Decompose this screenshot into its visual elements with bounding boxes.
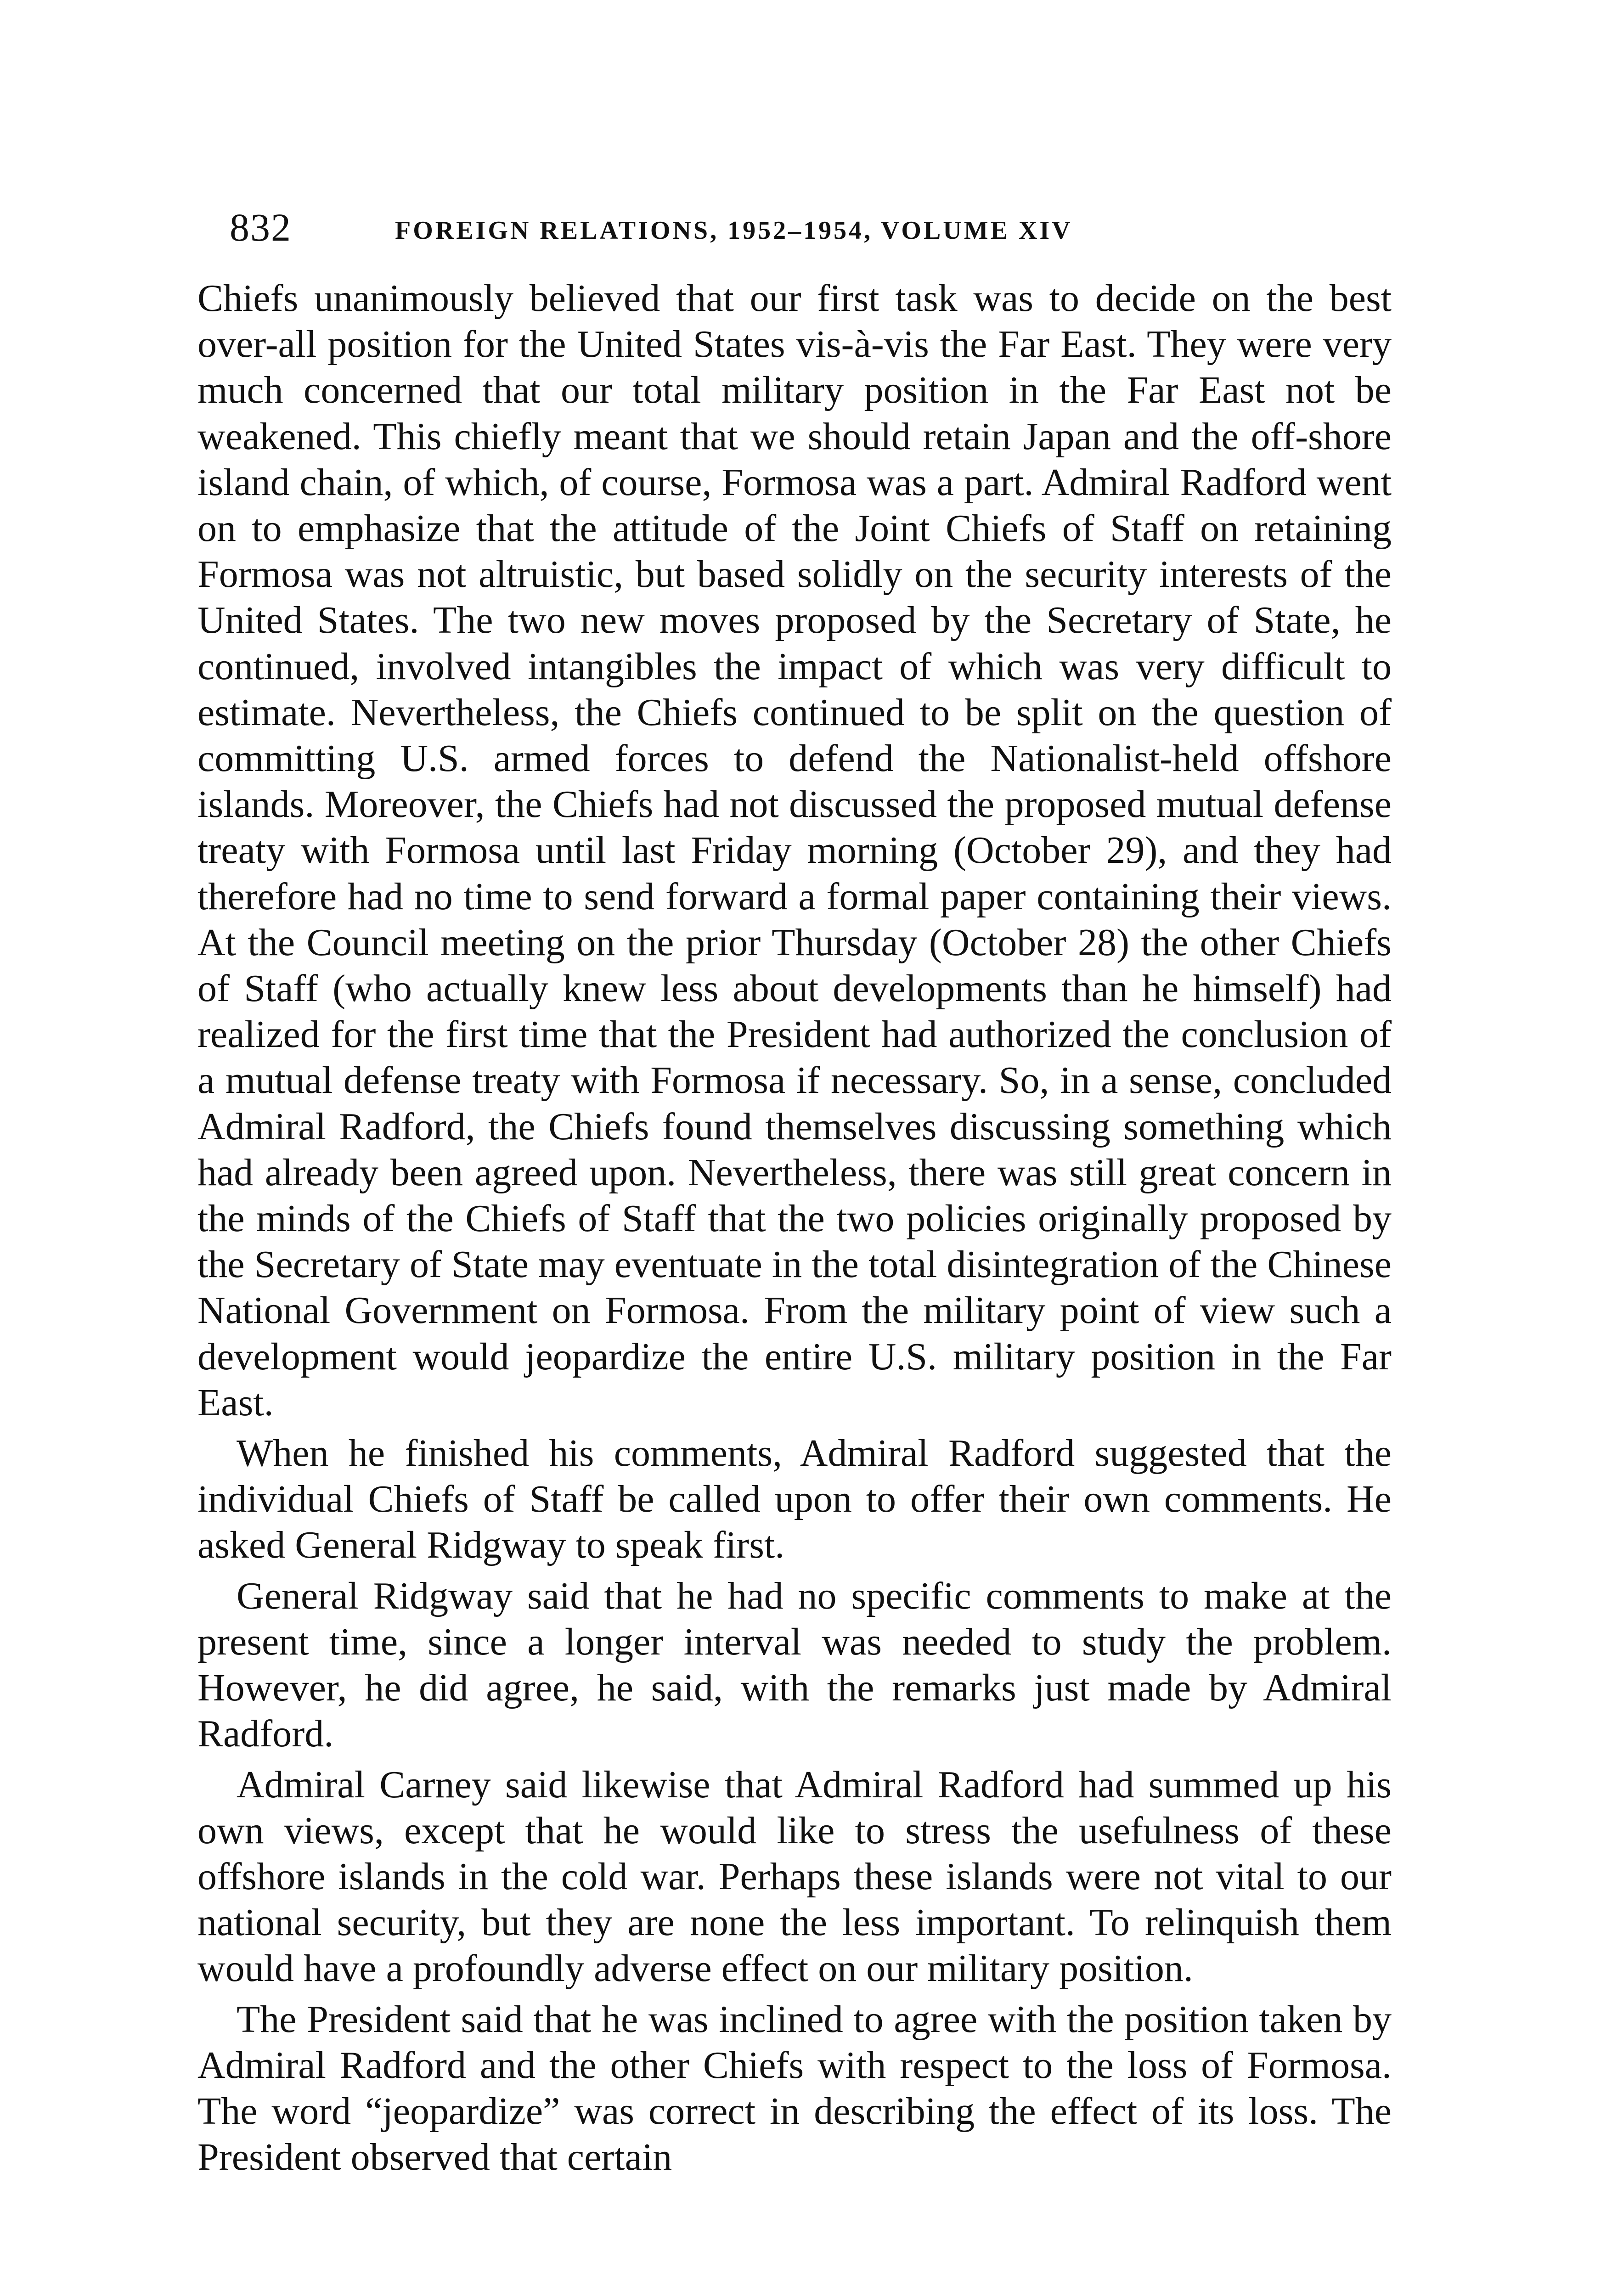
paragraph: When he finished his comments, Admiral Radford suggested that the individual Chiefs of Staff be called upon to offer their own comments. He asked General Ridgway to speak first.	[197, 1432, 1392, 1567]
paragraph: Admiral Carney said likewise that Admiral Radford had summed up his own views, except that he would like to stress the usefulness of these offshore islands in the cold war. Perhaps these islands were not vital to our national security, but they are none the less important. To relinquish them would have a profoundly adverse effect on our military position.	[197, 1763, 1392, 1990]
page-number: 832	[230, 205, 292, 249]
body-text	[197, 276, 1392, 2185]
running-head: FOREIGN RELATIONS, 1952–1954, VOLUME XIV	[395, 216, 1073, 245]
page-header	[230, 202, 1405, 257]
paragraph: General Ridgway said that he had no specific comments to make at the present time, since a longer interval was needed to study the problem. However, he did agree, he said, with the remarks just made by Admiral Radford.	[197, 1574, 1392, 1756]
paragraph-continued: Chiefs unanimously believed that our first task was to decide on the best over-all position for the United States vis-à-vis the Far East. They were very much concerned that our total military position in the Far East not be weakened. This chiefly meant that we should retain Japan and the off-shore island chain, of which, of course, Formosa was a part. Admiral Radford went on to emphasize that the attitude of the Joint Chiefs of Staff on retaining Formosa was not altruistic, but based solidly on the security interests of the United States. The two new moves proposed by the Secretary of State, he continued, involved intangibles the impact of which was very difficult to estimate. Nevertheless, the Chiefs continued to be split on the question of committing U.S. armed forces to defend the Nationalist-held offshore islands. Moreover, the Chiefs had not discussed the proposed mutual defense treaty with Formosa until last Friday morning (October 29), and they had therefore had no time to send forward a formal paper containing their views. At the Council meeting on the prior Thursday (October 28) the other Chiefs of Staff (who actually knew less about developments than he himself) had realized for the first time that the President had authorized the conclusion of a mutual defense treaty with Formosa if necessary. So, in a sense, concluded Admiral Radford, the Chiefs found themselves discussing something which had already been agreed upon. Nevertheless, there was still great concern in the minds of the Chiefs of Staff that the two policies originally proposed by the Secretary of State may eventuate in the total disintegration of the Chinese National Government on Formosa. From the military point of view such a development would jeopardize the entire U.S. military position in the Far East.	[197, 277, 1392, 1424]
paragraph: The President said that he was inclined to agree with the position taken by Admiral Radford and the other Chiefs with respect to the loss of Formosa. The word “jeopardize” was correct in describing the effect of its loss. The President observed that certain	[197, 1998, 1392, 2179]
